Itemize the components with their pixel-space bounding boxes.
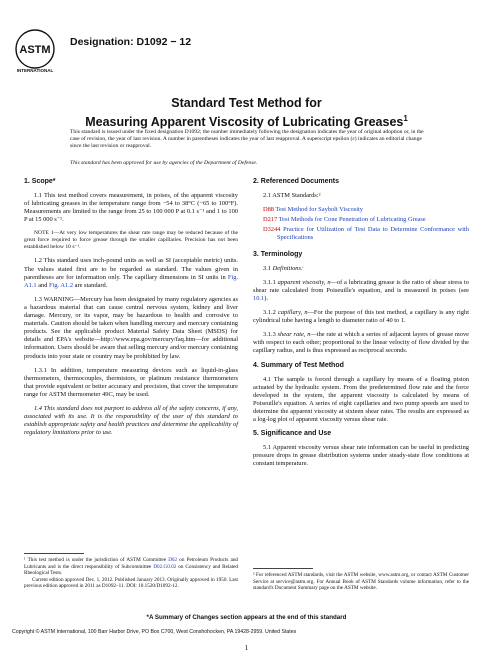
term-capillary: capillary, n <box>277 309 308 317</box>
title-footnote-mark: 1 <box>403 114 408 123</box>
section-10-1-link[interactable]: 10.1 <box>253 294 265 302</box>
scope-heading: 1. Scope* <box>24 178 56 185</box>
dod-approval-note: This standard has been approved for use by agencies of the Department of Defense. <box>70 160 258 166</box>
section-1-2 <box>24 257 238 289</box>
term-text: —For the purpose of this test method, a capillary is any right cylindrical tube having a length to diameter ratio of 40 to 1. <box>253 309 469 325</box>
logo-subtext: INTERNATIONAL <box>16 68 54 73</box>
section-1-2-end: are standard. <box>73 281 108 289</box>
title-line-2-text: Measuring Apparent Viscosity of Lubricating Greases <box>85 115 404 130</box>
ref-title: Test Methods for Cone Penetration of Lubricating Grease <box>278 216 426 224</box>
section-3-1-2 <box>253 309 469 325</box>
term-text: —the rate at which a series of adjacent layers of grease move with respect to each other; proportional to the linear velocity of flow divided by the capillary radius, and is thus expressed as reciprocal seconds. <box>253 331 469 355</box>
significance-heading: 5. Significance and Use <box>253 430 332 438</box>
title-line-1: Standard Test Method for <box>171 96 322 110</box>
logo-text: ASTM <box>19 44 51 56</box>
preface-note: This standard is issued under the fixed designation D1092; the number immediately following the designation indicates the year of original adoption or, in the case of revision, the year of last revision. A number in parentheses indicates the year of last reapproval. A superscript epsilon (ε) indicates an editorial change since the last revision or reapproval. <box>70 129 424 150</box>
footnote-1 <box>24 557 238 590</box>
designation: Designation: D1092 − 12 <box>70 36 192 48</box>
fn1-text-b: on Petroleum Products and Lubricants and is the direct responsibility of Subcommittee <box>24 557 239 570</box>
referenced-documents-heading: 2. Referenced Documents <box>253 178 339 185</box>
section-2-1: 2.1 ASTM Standards:² <box>263 192 321 200</box>
term-apparent-viscosity: apparent viscosity, n <box>277 278 331 286</box>
committee-d02-link[interactable]: D02 <box>168 557 178 563</box>
section-1-3-1: 1.3.1 In addition, temperature measuring devices such as liquid-in-glass thermometers, thermocouples, thermistors, or platinum resistance thermometers that provide equivalent or better accuracy and precision, that cover the temperature range for ASTM thermometer 49C, may be used. <box>24 366 238 398</box>
copyright: Copyright © ASTM International, 100 Barr Harbor Drive, PO Box C700, West Conshohocken, PA 19428-2959. United States <box>12 629 297 635</box>
terminology-heading: 3. Terminology <box>253 250 303 258</box>
summary-of-changes-note: *A Summary of Changes section appears at the end of this standard <box>146 614 347 621</box>
fn1-edition: Current edition approved Dec. 1, 2012. Published January 2013. Originally approved in 1950. Last previous edition approved in 2011 as D1092–11. DOI: 10.1520/D1092-12. <box>24 576 238 590</box>
ref-d88[interactable] <box>263 206 469 214</box>
term-num: 3.1.3 <box>263 331 278 339</box>
document-title <box>0 96 493 130</box>
ref-code: D88 <box>263 206 275 214</box>
section-3-1-3 <box>253 331 469 355</box>
section-1-3: 1.3 WARNING—Mercury has been designated by many regulatory agencies as a hazardous material that can cause central nervous system, kidney and liver damage. Mercury, or its vapor, may be hazardous to health and corrosive to materials. Caution should be taken when handling mercury and mercury containing products. See the applicable product Material Safety Data Sheet (MSDS) for details and EPA's website—http://www.epa.gov/mercury/faq.htm—for additional information. Users should be aware that selling mercury and/or mercury containing products into your state or country may be prohibited by law. <box>24 295 238 360</box>
subcommittee-link[interactable]: D02.G0.02 <box>153 563 177 570</box>
section-1-2-text: 1.2 This standard uses inch-pound units as well as SI (acceptable metric) units. The values stated first are to be regarded as standard. The values given in parentheses are for information only. The capillary dimensions in SI units in <box>24 257 238 281</box>
ref-d217[interactable] <box>263 216 469 224</box>
fn1-text-c: on Consistency and Related Rheological Tests. <box>24 563 239 577</box>
ref-title: Test Method for Saybolt Viscosity <box>275 206 363 214</box>
section-5-1: 5.1 Apparent viscosity versus shear rate information can be useful in predicting pressure drops in grease distribution systems under steady-state flow conditions at constant temperature. <box>253 444 469 468</box>
fig-a1-2-link[interactable]: Fig. A1.2 <box>49 281 74 289</box>
footnote-rule-left <box>24 553 84 554</box>
note-1: NOTE 1—At very low temperatures the shear rate range may be reduced because of the great force required to force grease through the smaller capillaries. Precision has not been established below 10 s⁻¹. <box>24 230 238 251</box>
title-line-2 <box>0 111 493 130</box>
term-num: 3.1.1 <box>263 278 278 286</box>
section-3-1-1 <box>253 279 469 303</box>
section-1-2-mid: and <box>36 281 50 289</box>
left-column <box>24 178 238 443</box>
summary-heading: 4. Summary of Test Method <box>253 361 344 369</box>
ref-code: D217 <box>263 216 278 224</box>
footnote-2: ² For referenced ASTM standards, visit the ASTM website, www.astm.org, or contact ASTM Customer Service at service@astm.org. For Annual Book of ASTM Standards volume information, refer to the standard's Document Summary page on the ASTM website. <box>253 572 469 592</box>
fig-a1-1-link[interactable]: Fig. A1.1 <box>24 273 238 289</box>
term-end: ). <box>264 294 268 302</box>
ref-title: Practice for Utilization of Test Data to Determine Conformance with Specifications <box>277 226 469 242</box>
right-column <box>253 178 469 475</box>
ref-code: D3244 <box>263 226 281 234</box>
fn1-text-a: ¹ This test method is under the jurisdiction of ASTM Committee <box>24 557 169 563</box>
ref-d3244[interactable] <box>263 226 469 242</box>
section-1-4: 1.4 This standard does not purport to address all of the safety concerns, if any, associated with its use. It is the responsibility of the user of this standard to establish appropriate safety and health practices and determine the applicability of regulatory limitations prior to use. <box>24 404 238 437</box>
term-shear-rate: shear rate, n <box>277 331 311 339</box>
term-num: 3.1.2 <box>263 309 278 317</box>
term-text: —of a lubricating grease is the ratio of shear stress to shear rate calculated from Poiseuille's equation, and is measured in poises (see <box>253 278 469 294</box>
footnote-rule-right <box>253 568 313 569</box>
section-3-1: 3.1 Definitions: <box>263 264 304 272</box>
section-4-1: 4.1 The sample is forced through a capillary by means of a floating piston actuated by the hydraulic system. From the predetermined flow rate and the force developed in the system, the apparent viscosity is calculated by means of Poiseuille's equation. A series of eight capillaries and two pump speeds are used to determine the apparent viscosity at sixteen shear rates. The results are expressed as a log-log plot of apparent viscosity versus shear rate. <box>253 375 469 424</box>
astm-logo <box>12 28 58 74</box>
section-1-1: 1.1 This test method covers measurement, in poises, of the apparent viscosity of lubricating greases in the temperature range from −54 to 38°C (−65 to 100°F). Measurements are limited to the range from 25 to 100 000 P at 0.1 s⁻¹ and 1 to 100 P at 15 000 s⁻¹. <box>24 192 238 224</box>
page-number: 1 <box>244 643 249 652</box>
